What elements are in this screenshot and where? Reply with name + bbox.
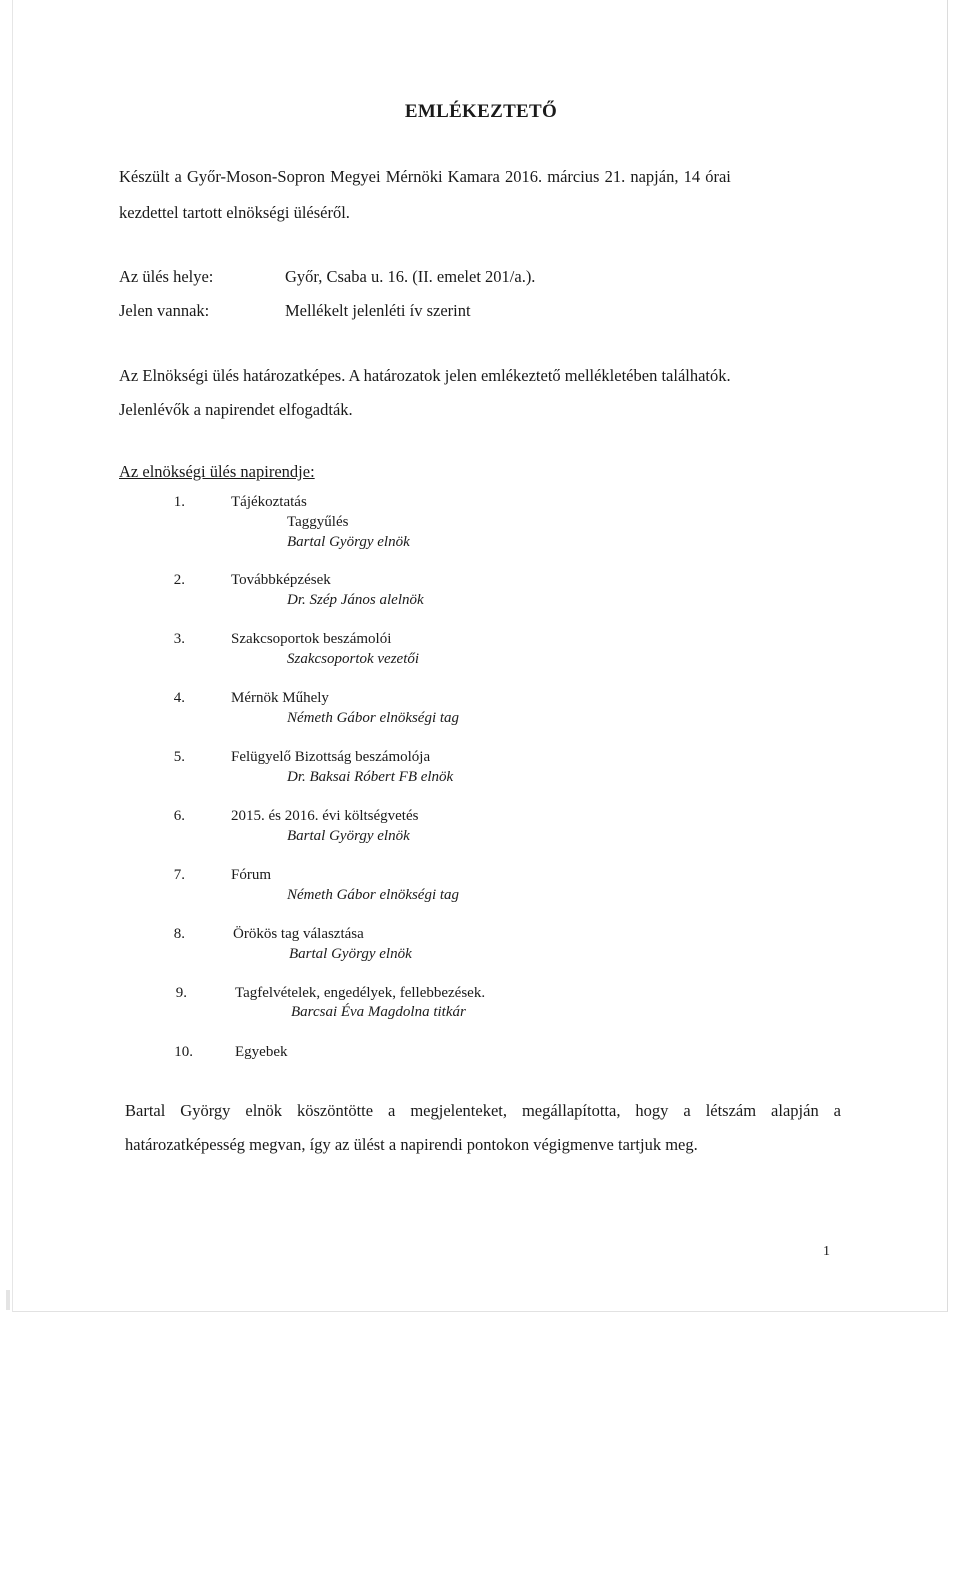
agenda-item-number: 8. — [173, 926, 185, 942]
agenda-item-title: Szakcsoportok beszámolói — [231, 631, 392, 647]
agenda-item-title: Egyebek — [235, 1044, 288, 1060]
page-number: 1 — [823, 1244, 830, 1259]
agenda-item-presenter: Barcsai Éva Magdolna titkár — [291, 1004, 466, 1020]
document-page — [12, 0, 948, 1312]
agenda-item-title: Örökös tag választása — [233, 926, 364, 942]
agenda-item-presenter: Németh Gábor elnökségi tag — [287, 887, 460, 903]
agenda-item-number: 4. — [173, 690, 185, 706]
agenda-item-presenter: Bartal György elnök — [289, 946, 412, 962]
scan-edge-shadow — [6, 1290, 10, 1310]
intro-line-2: kezdettel tartott elnökségi üléséről. — [119, 203, 350, 222]
agenda-item-presenter: Bartal György elnök — [287, 828, 410, 844]
agenda-item-subtitle: Taggyűlés — [287, 514, 349, 530]
agenda-item-number: 5. — [173, 749, 185, 765]
present-value: Mellékelt jelenléti ív szerint — [285, 301, 471, 320]
agenda-item-presenter: Szakcsoportok vezetői — [287, 651, 420, 667]
agenda-item-presenter: Bartal György elnök — [287, 534, 410, 550]
agenda-item-presenter: Németh Gábor elnökségi tag — [287, 710, 460, 726]
agenda-item-title: Mérnök Műhely — [231, 690, 329, 706]
agenda-item-title: Felügyelő Bizottság beszámolója — [231, 749, 431, 765]
status-line-1: Az Elnökségi ülés határozatképes. A határozatok jelen emlékeztető mellékletében találhatók. — [119, 366, 731, 385]
document-title: EMLÉKEZTETŐ — [404, 101, 558, 122]
agenda-item-number: 9. — [175, 985, 187, 1001]
location-label: Az ülés helye: — [119, 267, 214, 286]
agenda-item-number: 6. — [173, 808, 185, 824]
status-line-2: Jelenlévők a napirendet elfogadták. — [119, 400, 353, 419]
agenda-heading: Az elnökségi ülés napirendje: — [119, 462, 315, 481]
agenda-item-number: 1. — [173, 494, 185, 510]
intro-line-1: Készült a Győr-Moson-Sopron Megyei Mérnöki Kamara 2016. március 21. napján, 14 órai — [119, 167, 731, 186]
agenda-item-presenter: Dr. Szép János alelnök — [287, 592, 424, 608]
agenda-item-title: Fórum — [231, 867, 272, 883]
agenda-item-title: Továbbképzések — [231, 572, 331, 588]
agenda-item-title: 2015. és 2016. évi költségvetés — [231, 808, 419, 824]
present-label: Jelen vannak: — [119, 301, 210, 320]
agenda-item-number: 2. — [173, 572, 185, 588]
location-value: Győr, Csaba u. 16. (II. emelet 201/a.). — [285, 267, 536, 286]
agenda-item-number: 10. — [174, 1044, 193, 1060]
agenda-item-presenter: Dr. Baksai Róbert FB elnök — [287, 769, 454, 785]
agenda-item-number: 7. — [173, 867, 185, 883]
agenda-item-title: Tagfelvételek, engedélyek, fellebbezések. — [235, 985, 486, 1001]
agenda-item-number: 3. — [173, 631, 185, 647]
agenda-item-title: Tájékoztatás — [231, 494, 307, 510]
closing-paragraph: Bartal György elnök köszöntötte a megjelenteket, megállapította, hogy a létszám alapján a határozatképesség megvan, így az ülést a napirendi pontokon végigmenve tartjuk meg. — [125, 1101, 841, 1154]
